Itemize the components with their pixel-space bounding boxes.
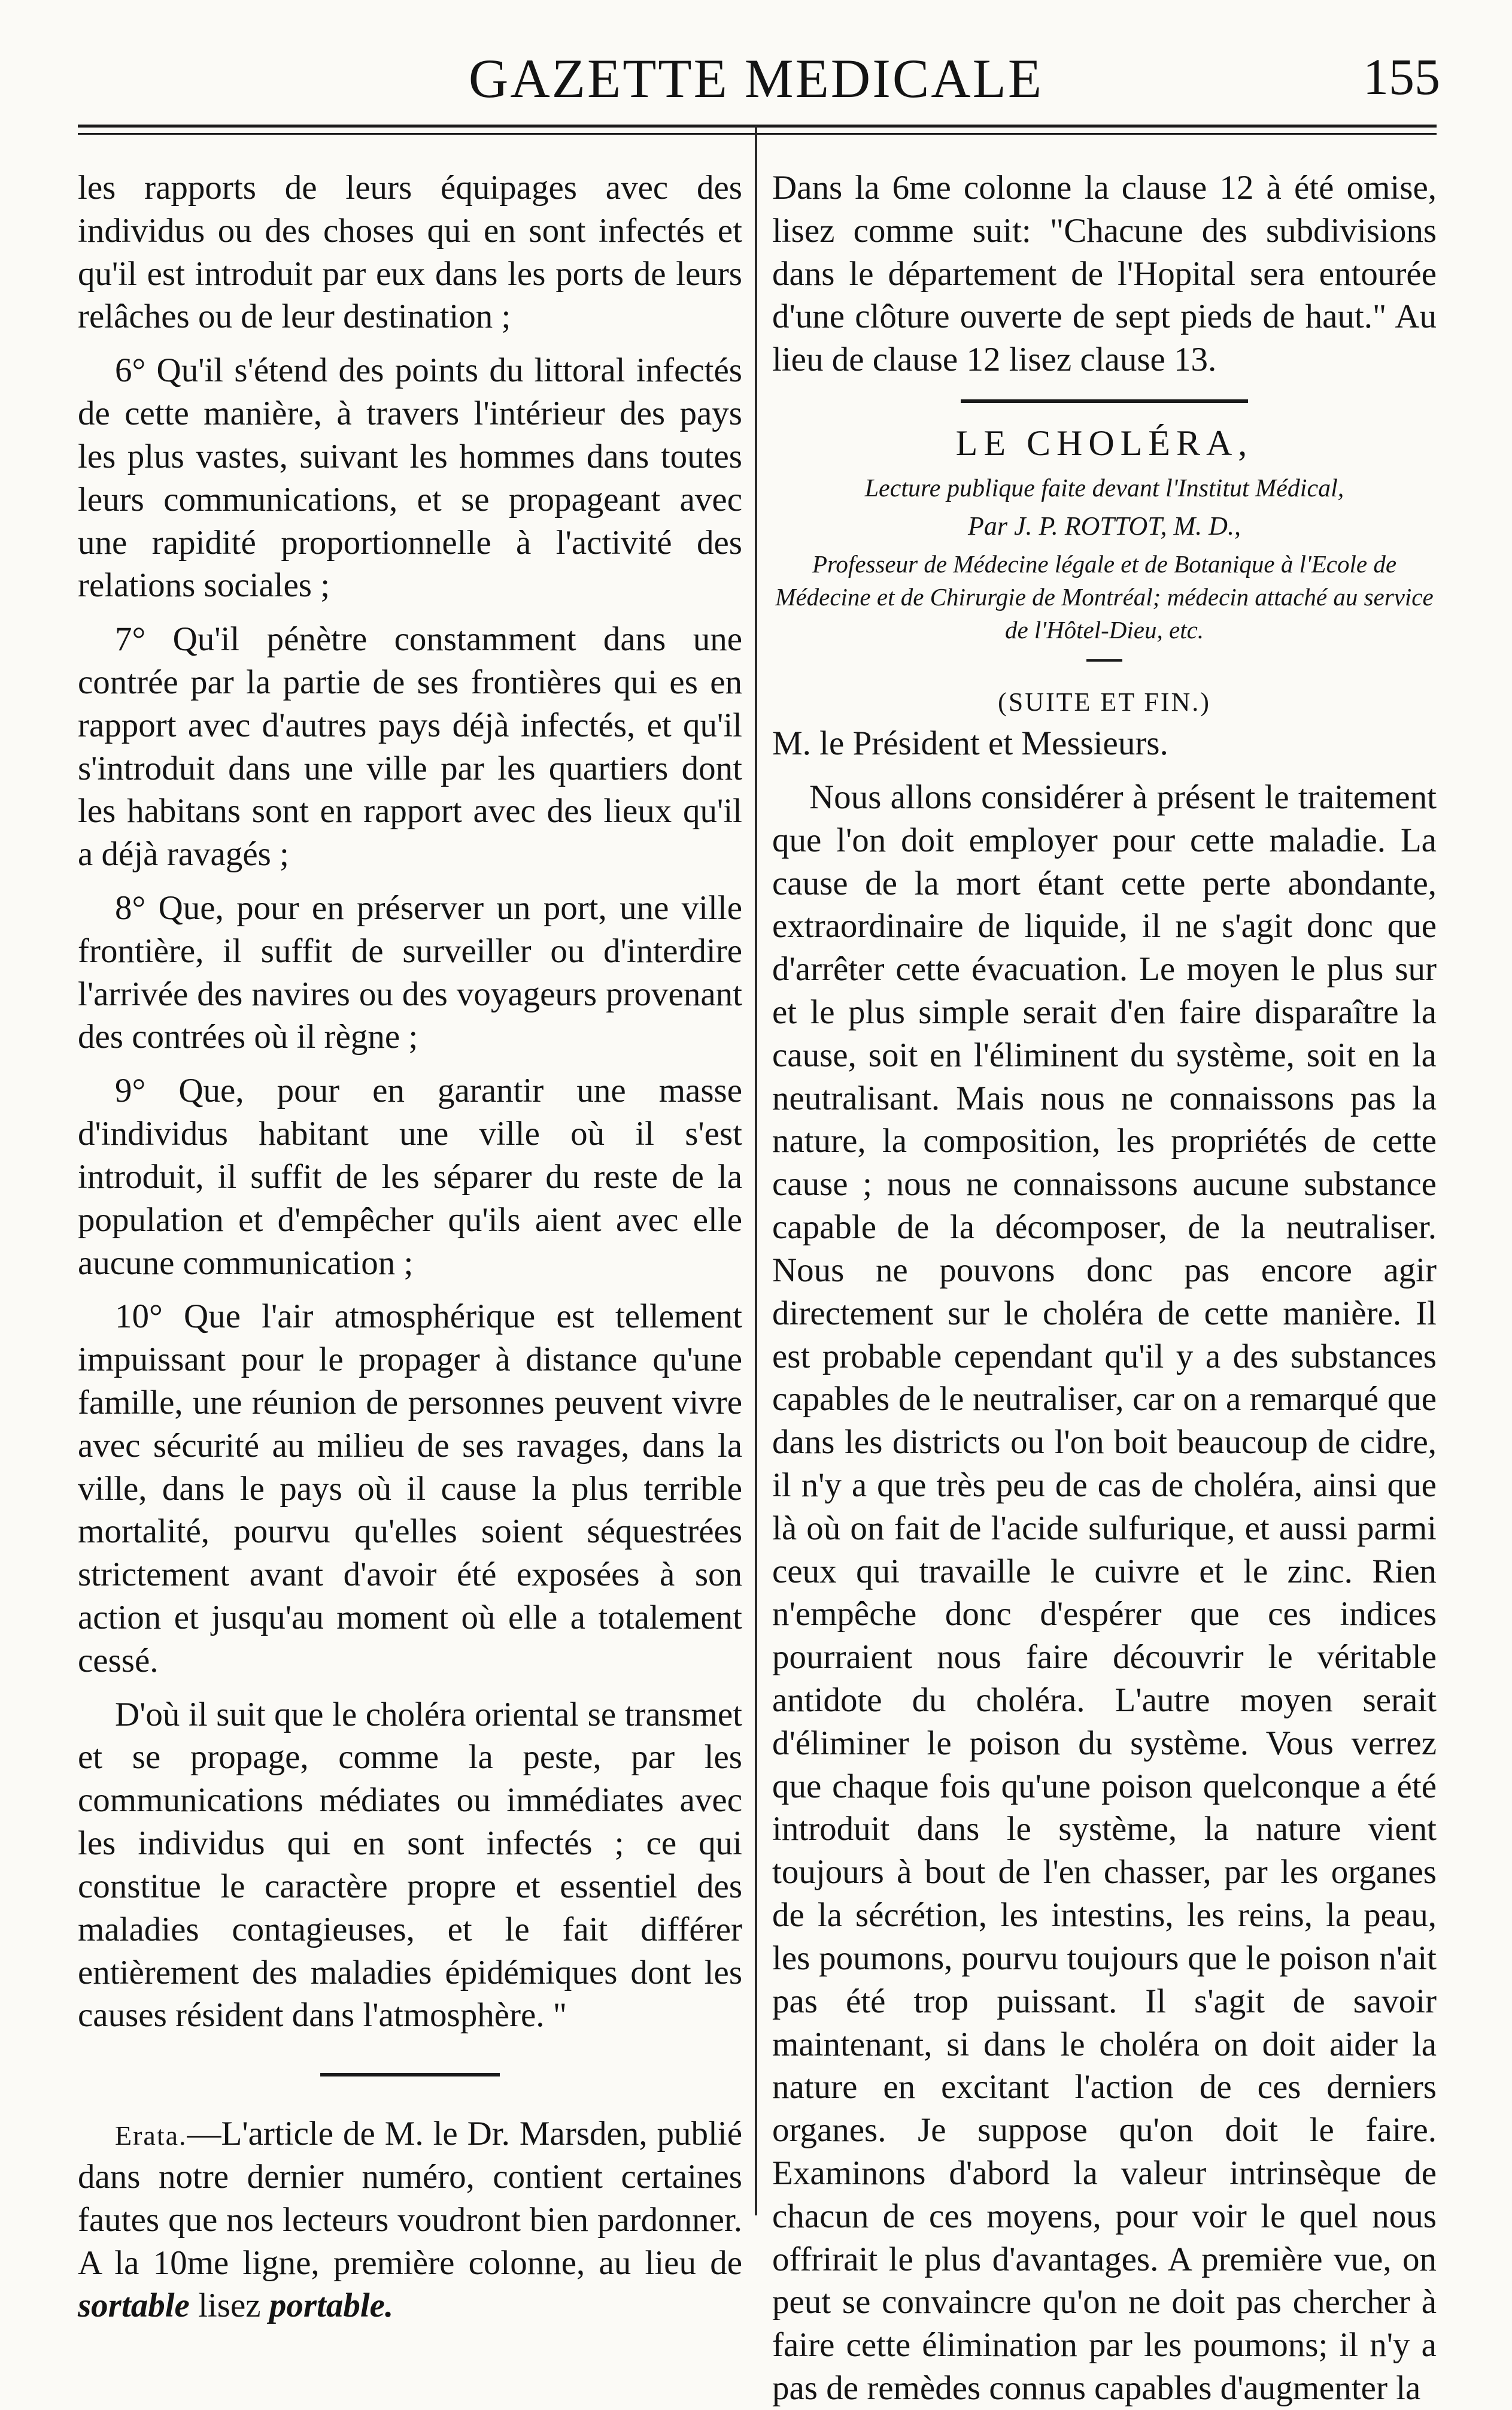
errata-text: —L'article de M. le Dr. Marsden, publié dans notre dernier numéro, contient certaines fautes que nos lecteurs voudront bien pardonner. A la 10me ligne, première colonne, au lieu de: [78, 2115, 742, 2282]
header-rule-thick: [78, 125, 1437, 128]
section-rule: [320, 2073, 500, 2076]
errata-text: lisez: [189, 2287, 269, 2325]
errata-word: portable.: [269, 2287, 394, 2325]
errata-paragraph: [78, 2112, 742, 2327]
article-byline: Par J. P. ROTTOT, M. D.,: [968, 511, 1241, 541]
page-header: [0, 0, 1512, 120]
paragraph: 8° Que, pour en préserver un port, une ville frontière, il suffit de surveiller ou d'interdire l'arrivée des navires ou des voyageurs provenant des contrées où il règne ;: [78, 889, 742, 1056]
paragraph: 9° Que, pour en garantir une masse d'individus habitant une ville où il s'est introduit, il suffit de les séparer du reste de la population et d'empêcher qu'ils aient avec elle aucune communication ;: [78, 1072, 742, 1282]
column-divider: [755, 126, 757, 2215]
small-rule: [1086, 659, 1122, 662]
author-credentials: Professeur de Médecine légale et de Botanique à l'Ecole de Médecine et de Chirurgie de Montréal; médecin attaché au service de l'Hôtel-Dieu, etc.: [775, 550, 1434, 644]
running-title: GAZETTE MEDICALE: [468, 48, 1044, 109]
paragraph: les rapports de leurs équipages avec des individus ou des choses qui en sont infectés et qu'il est introduit par eux dans les ports de leurs relâches ou de leur destination ;: [78, 169, 742, 336]
paragraph: 6° Qu'il s'étend des points du littoral infectés de cette manière, à travers l'intérieur des pays les plus vastes, suivant les hommes dans toutes leurs communications, et se propageant avec une rapidité proportionnelle à l'activité des relations sociales ;: [78, 351, 742, 605]
paragraph: 7° Qu'il pénètre constamment dans une contrée par la partie de ses frontières qui es en rapport avec d'autres pays déjà infectés, et qu'il s'introduit dans une ville par les quartiers dont les habitans sont en rapport avec des lieux qu'il a déjà ravagés ;: [78, 620, 742, 874]
section-rule: [961, 399, 1248, 403]
article-subtitle: Lecture publique faite devant l'Institut Médical,: [864, 474, 1344, 502]
article-title: LE CHOLÉRA,: [955, 423, 1253, 463]
article-body: Nous allons considérer à présent le traitement que l'on doit employer pour cette maladie. La cause de la mort étant cette perte abondante, extraordinaire de liquide, il ne s'agit donc que d'arrêter cette évacuation. Le moyen le plus sur et le plus simple serait d'en faire disparaître la cause, soit en l'éliminent du système, soit en la neutralisant. Mais nous ne connaissons pas la nature, la composition, les propriétés de cette cause ; nous ne connaissons aucune substance capable de la décomposer, de la neutraliser. Nous ne pouvons donc pas encore agir directement sur le choléra de cette manière. Il est probable cependant qu'il y a des substances capables de le neutraliser, car on a remarqué que dans les districts ou l'on boit beaucoup de cidre, il n'y a que très peu de cas de choléra, ainsi que là où on fait de l'acide sulfurique, et aussi parmi ceux qui travaille le cuivre et le zinc. Rien n'empêche donc d'espérer que ces indices pourraient nous faire découvrir le véritable antidote du choléra. L'autre moyen serait d'éliminer le poison du système. Vous verrez que chaque fois qu'une poison quelconque a été introduit dans le système, la nature vient toujours à bout de l'en chasser, par les organes de la sécrétion, les intestins, les reins, la peau, les poumons, pourvu toujours que le poison n'ait pas été trop puissant. Il s'agit de savoir maintenant, si dans le choléra on doit aider la nature en excitant l'action de ces derniers organes. Je suppose qu'on doit le faire. Examinons d'abord la valeur intrinsèque de chacun de ces moyens, pour voir le quel nous offrirait le plus d'avantages. A première vue, on peut se convaincre qu'on ne doit pas chercher à faire cette élimination par les poumons; il n'y a pas de remèdes connus capables d'augmenter la: [772, 778, 1437, 2408]
header-rule-thin: [78, 133, 1437, 135]
salutation: M. le Président et Messieurs.: [772, 724, 1168, 763]
errata-label: Erata.: [115, 2120, 187, 2151]
errata-continuation: Dans la 6me colonne la clause 12 à été omise, lisez comme suit: "Chacune des subdivisions dans le département de l'Hopital sera entourée d'une clôture ouverte de sept pieds de haut." Au lieu de clause 12 lisez clause 13.: [772, 169, 1437, 379]
paragraph: 10° Que l'air atmosphérique est tellement impuissant pour le propager à distance qu'une famille, une réunion de personnes peuvent vivre avec sécurité au milieu de ses ravages, dans la ville, dans le pays où il cause la plus terrible mortalité, pourvu qu'elles soient séquestrées strictement avant d'avoir été exposées à son action et jusqu'au moment où elle a totalement cessé.: [78, 1298, 742, 1680]
right-column: [772, 166, 1437, 2410]
left-column: [78, 166, 742, 2327]
page-number: 155: [1363, 48, 1440, 105]
paragraph: D'où il suit que le choléra oriental se transmet et se propage, comme la peste, par les communications médiates ou immédiates avec les individus qui en sont infectés ; ce qui constitue le caractère propre et essentiel des maladies contagieuses, et le fait différer entièrement des maladies épidémiques dont les causes résident dans l'atmosphère. ": [78, 1695, 742, 2035]
continued-note: (SUITE ET FIN.): [998, 687, 1211, 717]
errata-word: sortable: [78, 2287, 190, 2325]
